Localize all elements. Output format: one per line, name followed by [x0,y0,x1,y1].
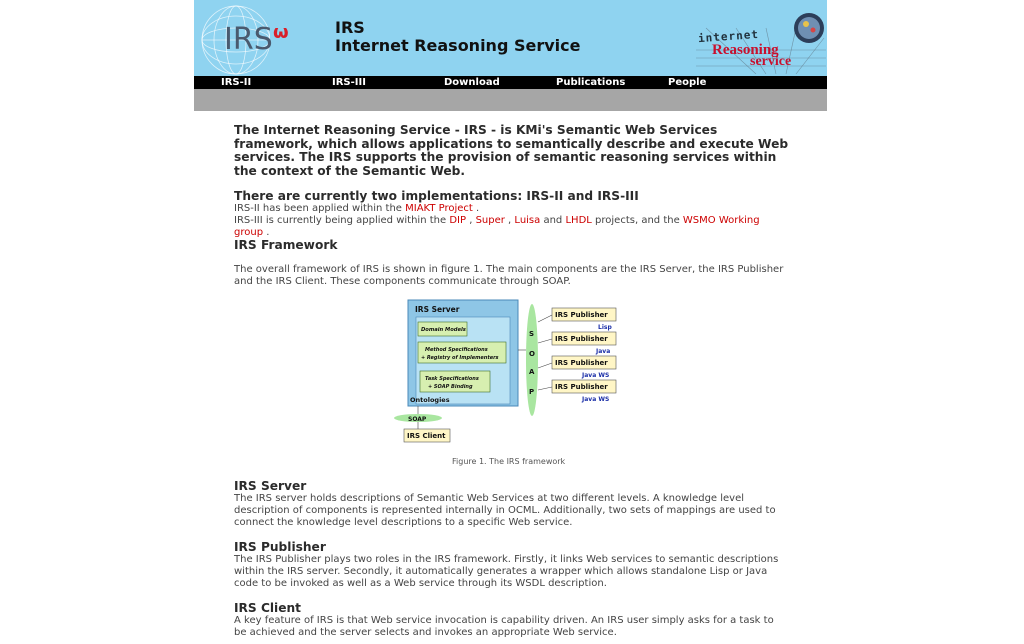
sub-nav-band [194,89,827,111]
client-text: A key feature of IRS is that Web service invocation is capability driven. An IRS user simply asks for a task to be achieved and the server selects and invokes an appropriate Web service. [234,615,774,638]
projects-text: projects, and the [595,215,680,226]
publisher-label: IRS Publisher [555,383,608,391]
server-heading: IRS Server [234,479,307,493]
client-heading: IRS Client [234,601,302,615]
irs-iii-text: IRS-III is currently being applied within the [234,215,447,226]
publisher-heading: IRS Publisher [234,540,326,554]
task-spec-label: Task Specifications [425,376,479,382]
comma: , [469,215,473,226]
soap-letter: P [529,388,535,396]
brand-logo-reasoning: Reasoning [712,42,779,58]
site-title-short: IRS [335,18,365,37]
site-header [194,0,827,76]
figure-caption: Figure 1. The IRS framework [452,457,566,466]
framework-text: The overall framework of IRS is shown in figure 1. The main components are the IRS Server, the IRS Publisher and the IRS Client. These components communicate through SOAP. [234,264,784,287]
publisher-text: The IRS Publisher plays two roles in the IRS framework. Firstly, it links Web services to semantic descriptions within the IRS server. Secondly, it automatically generates a wrapper which allows standalone Lisp or Java code to be invoked as well as a Web service through its WSDL description. [234,554,779,589]
nav-people[interactable]: People [668,77,707,88]
irs-framework-diagram [394,298,634,446]
soap-bus-vertical [526,304,538,416]
publisher-sub: Lisp [598,324,612,331]
framework-heading: IRS Framework [234,238,338,252]
publisher-section [234,540,789,590]
nav-publications[interactable]: Publications [556,77,626,88]
page [194,0,827,644]
registry-label: + Registry of Implementers [421,355,499,361]
implementations-section [234,189,789,239]
soap-binding-label: + SOAP Binding [428,384,473,390]
nav-irs-ii[interactable]: IRS-II [221,77,252,88]
soap-letter: O [529,350,535,358]
link-miakt[interactable]: MIAKT Project [405,203,473,214]
intro-paragraph: The Internet Reasoning Service - IRS - is KMi's Semantic Web Services framework, which allows applications to semantically describe and execute Web services. The IRS supports the provision of semantic reasoning services within the context of the Semantic Web. [234,123,789,178]
method-spec-label: Method Specifications [425,347,488,353]
link-dip[interactable]: DIP [449,215,466,226]
nav-download[interactable]: Download [444,77,500,88]
publisher-sub: Java WS [582,372,610,379]
irs-ii-end: . [476,203,480,214]
soap-left-label: SOAP [408,416,427,423]
publisher-sub: Java WS [582,396,610,403]
server-section [234,479,789,529]
link-wsmo[interactable]: WSMO Working group [234,215,760,238]
brand-logo-service: service [750,54,792,69]
irs-logo-text: IRS [224,22,273,57]
publisher-label: IRS Publisher [555,311,608,319]
client-label: IRS Client [407,432,446,440]
irs-ii-text: IRS-II has been applied within the [234,203,402,214]
ontologies-label: Ontologies [410,396,450,404]
nav-irs-iii[interactable]: IRS-III [332,77,366,88]
period: . [266,227,270,238]
soap-letter: A [529,368,535,376]
soap-letter: S [529,330,535,338]
framework-section [234,238,789,288]
comma: , [508,215,512,226]
server-text: The IRS server holds descriptions of Semantic Web Services at two different levels. A knowledge level description of components is represented internally in OCML. Additionally, two sets of mappings are used to connect the knowledge level descriptions to a specific Web service. [234,493,776,528]
irs-iii-line [234,215,789,239]
main-nav [194,76,827,89]
and-text: and [543,215,563,226]
link-super[interactable]: Super [475,215,505,226]
diagram-server-title: IRS Server [415,305,460,314]
brand-logo-internet: internet [697,27,760,46]
publisher-sub: Java [596,348,611,355]
publisher-label: IRS Publisher [555,335,608,343]
link-lhdl[interactable]: LHDL [565,215,592,226]
site-title [335,19,580,55]
publisher-label: IRS Publisher [555,359,608,367]
client-section [234,601,789,639]
site-title-full: Internet Reasoning Service [335,36,581,55]
link-luisa[interactable]: Luisa [514,215,541,226]
irs-logo-omega: ω [273,22,289,43]
implementations-heading: There are currently two implementations: IRS-II and IRS-III [234,189,639,203]
domain-models-label: Domain Models [421,327,466,333]
irs-ii-line [234,203,789,215]
